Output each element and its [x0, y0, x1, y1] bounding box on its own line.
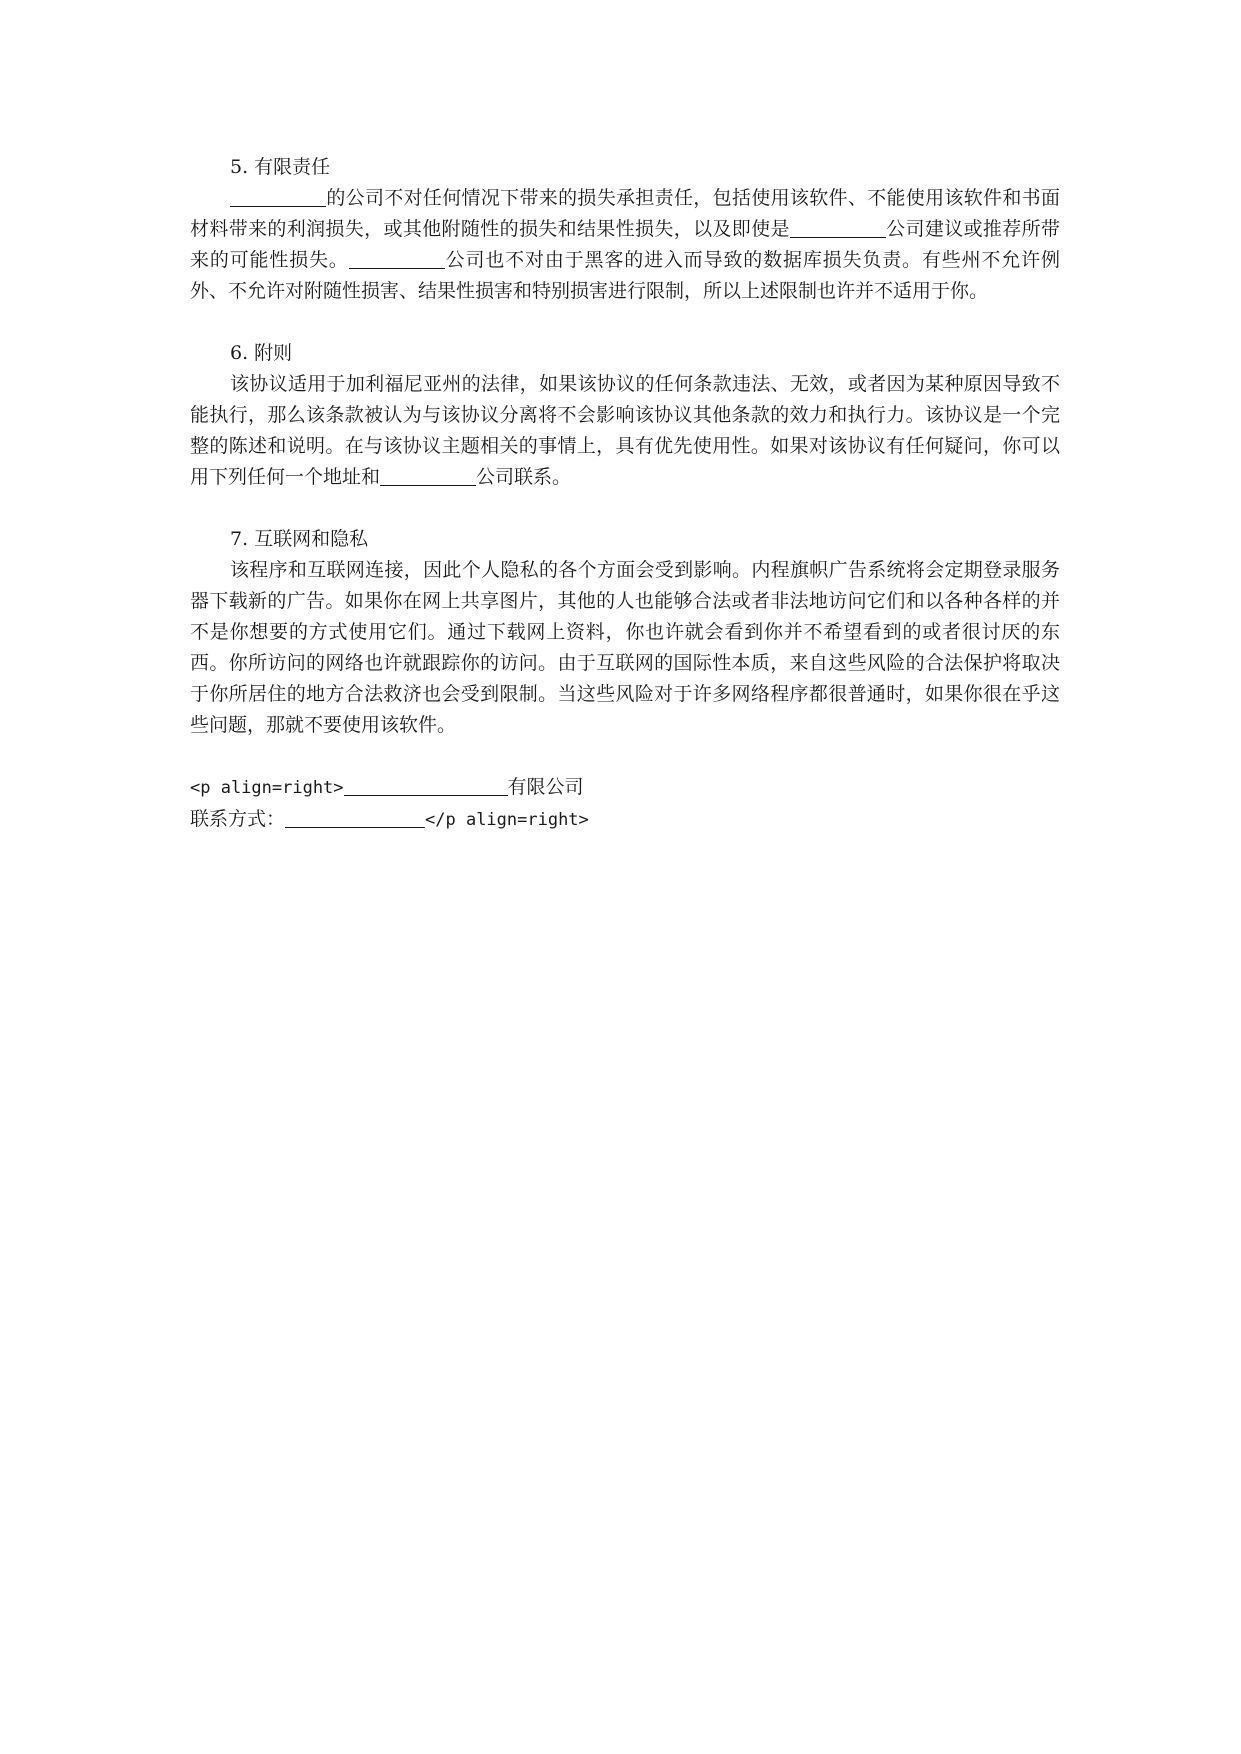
section-5-text-3: 公司也不对由于黑客的进入而导致的数据库损失负责。有些州不允许例外、不允许对附随性损害、结果性损害和特别损害进行限制，所以上述限制也许并不适用于你。	[190, 249, 1060, 302]
company-name-blank	[380, 466, 476, 486]
company-blank	[344, 776, 508, 796]
signature-company-line	[190, 772, 1060, 804]
section-5-text-2: 公司建议或推荐所带来的可能性损失。	[190, 218, 1060, 271]
section-7-heading: 7. 互联网和隐私	[230, 528, 369, 550]
document-page	[190, 152, 1060, 836]
company-name-blank	[349, 249, 445, 269]
section-6-heading: 6. 附则	[230, 342, 293, 364]
section-7-body: 该程序和互联网连接，因此个人隐私的各个方面会受到影响。内程旗帜广告系统将会定期登录服务器下载新的广告。如果你在网上共享图片，其他的人也能够合法或者非法地访问它们和以各种各样的并不是你想要的方式使用它们。通过下载网上资料，你也许就会看到你并不希望看到的或者很讨厌的东西。你所访问的网络也许就跟踪你的访问。由于互联网的国际性本质，来自这些风险的合法保护将取决于你所居住的地方合法救济也会受到限制。当这些风险对于许多网络程序都很普通时，如果你很在乎这些问题，那就不要使用该软件。	[190, 559, 1060, 736]
section-5-heading: 5. 有限责任	[230, 156, 331, 178]
section-5-text-1: 的公司不对任何情况下带来的损失承担责任，包括使用该软件、不能使用该软件和书面材料带来的利润损失，或其他附随性的损失和结果性损失，以及即使是	[190, 187, 1060, 240]
html-close-tag: </p align=right>	[425, 810, 589, 830]
section-6-text-2: 公司联系。	[476, 466, 572, 488]
company-name-blank	[790, 218, 886, 238]
company-name-blank	[230, 187, 326, 207]
section-5-body	[190, 183, 1060, 307]
section-6-body	[190, 369, 1060, 493]
contact-label: 联系方式：	[190, 808, 286, 830]
section-6-text-1: 该协议适用于加利福尼亚州的法律，如果该协议的任何条款违法、无效，或者因为某种原因导致不能执行，那么该条款被认为与该协议分离将不会影响该协议其他条款的效力和执行力。该协议是一个完整的陈述和说明。在与该协议主题相关的事情上，具有优先使用性。如果对该协议有任何疑问，你可以用下列任何一个地址和	[190, 373, 1060, 488]
company-suffix: 有限公司	[507, 776, 584, 798]
contact-blank	[285, 808, 425, 828]
signature-contact-line	[190, 804, 1060, 836]
html-open-tag: <p align=right>	[190, 778, 344, 798]
